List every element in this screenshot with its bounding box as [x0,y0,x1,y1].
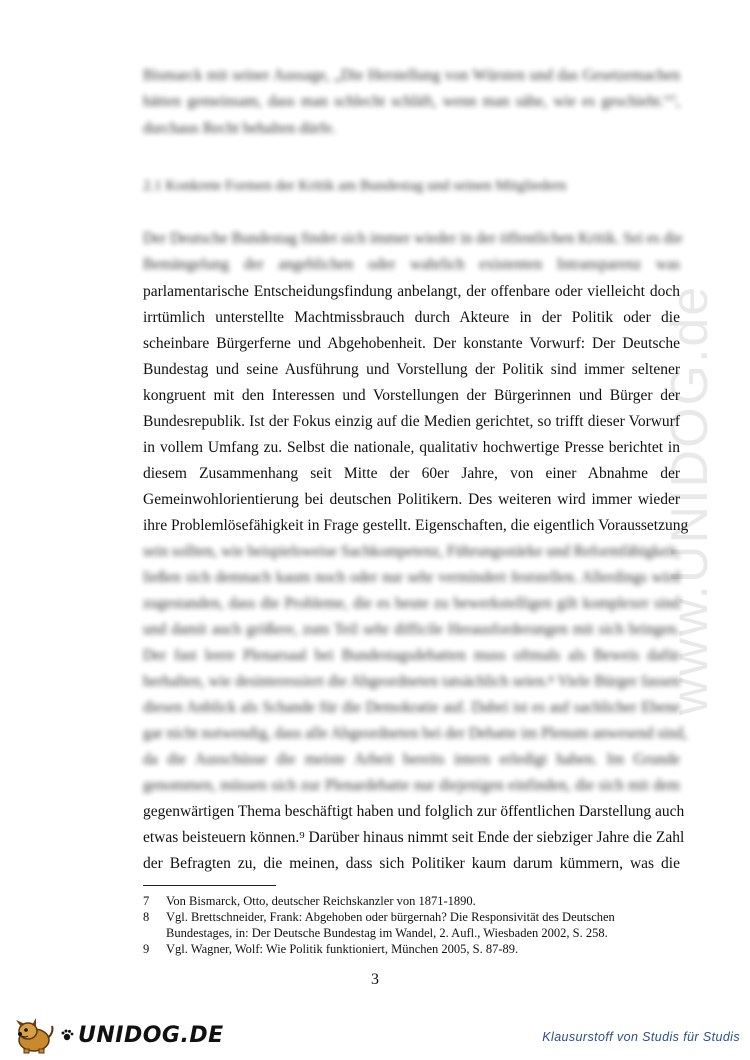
footnote-number: 8 [143,910,150,924]
footnote-text: Vgl. Wagner, Wolf: Wie Politik funktioniert, München 2005, S. 87-89. [166,942,519,956]
text-line: zugestanden, dass die Probleme, die es heute zu bewerkstelligen gilt komplexer sind [143,595,680,612]
site-tagline: Klausurstoff von Studis für Studis [542,1030,740,1044]
text-line: etwas beisteuern können.⁹ Darüber hinaus nimmt seit Ende der siebziger Jahre die Zahl [143,829,685,846]
text-line: diesem Zusammenhang seit Mitte der 60er Jahre, von einer Abnahme der [143,465,680,482]
section-heading: 2.1 Konkrete Formen der Kritik am Bundestag und seinen Mitgliedern [143,178,567,194]
text-line: ihre Problemlösefähigkeit in Frage gestellt. Eigenschaften, die eigentlich Voraussetzung [143,517,689,534]
page-number: 3 [371,971,379,988]
text-line: Der fast leere Plenarsaal bei Bundestagsdebatten muss oftmals als Beweis dafür [143,647,680,664]
text-line: scheinbare Bürgerferne und Abgehobenheit. Der konstante Vorwurf: Der Deutsche [143,335,680,352]
text-line: der Befragten zu, die meinen, dass sich Politiker kaum darum kümmern, was die [143,855,680,872]
footnote-number: 7 [143,894,150,908]
text-line: diesen Anblick als Schande für die Demokratie auf. Dabei ist es auf sachlicher Ebene [143,699,680,716]
text-line: kongruent mit den Interessen und Vorstellungen der Bürgerinnen und Bürger der [143,387,680,404]
footnote-divider [143,885,276,886]
logo-text: UNIDOG.DE [78,1022,224,1048]
text-line: gegenwärtigen Thema beschäftigt haben und folglich zur öffentlichen Darstellung auch [143,803,685,820]
text-line: Bundesrepublik. Ist der Fokus einzig auf die Medien gerichtet, so trifft dieser Vorwurf [143,413,680,430]
text-line: Bundestag und seine Ausführung und Vorstellung der Politik sind immer seltener [143,361,680,378]
text-line: irrtümlich unterstellte Machtmissbrauch durch Akteure in der Politik oder die [143,309,680,326]
unidog-logo[interactable] [12,1016,224,1054]
text-line: herhalten, wie desinteressiert die Abgeordneten tatsächlich seien.⁸ Viele Bürger fassen [143,673,680,690]
text-line: sein sollten, wie beispielsweise Sachkompetenz, Führungsstärke und Reformfähigkeit, [143,543,680,560]
site-watermark: www.UNIDOG.de [661,284,719,716]
text-line: hätten gemeinsam, dass man schlecht schläft, wenn man sähe, wie es geschieht.“⁷, [143,93,680,110]
paw-icon [60,1028,74,1042]
text-line: und damit auch größere, zum Teil sehr difficile Herausforderungen mit sich bringen. [143,621,680,638]
text-line: genommen, müssen sich zur Plenardebatte nur diejenigen einfinden, die sich mit dem [143,777,680,794]
footnote-number: 9 [143,942,150,956]
text-line: durchaus Recht behalten dürfe. [143,120,336,137]
footnote-text: Vgl. Brettschneider, Frank: Abgehoben oder bürgernah? Die Responsivität des Deutschen [166,910,615,924]
dog-mascot-icon [12,1016,56,1054]
text-line: Bismarck mit seiner Aussage, „Die Herstellung von Würsten und das Gesetzemachen [143,67,680,84]
text-line: Bemängelung der angeblichen oder wahrlich existenten Intransparenz was [143,256,680,273]
text-line: Der Deutsche Bundestag findet sich immer wieder in der öffentlichen Kritik. Sei es die [143,230,683,247]
text-line: in vollem Umfang zu. Selbst die nationale, qualitativ hochwertige Presse berichtet in [143,439,680,456]
text-line: parlamentarische Entscheidungsfindung anbelangt, der offenbare oder vielleicht doch [143,283,680,300]
text-line: ließen sich demnach kaum noch oder nur sehr vermindert feststellen. Allerdings wird [143,569,680,586]
text-line: gar nicht notwendig, dass alle Abgeordneten bei der Debatte im Plenum anwesend sind, [143,725,688,742]
text-line: da die Ausschüsse die meiste Arbeit bereits intern erledigt haben. Im Grunde [143,751,680,768]
text-line: Gemeinwohlorientierung bei deutschen Politikern. Des weiteren wird immer wieder [143,491,680,508]
footnote-text: Bundestages, in: Der Deutsche Bundestag im Wandel, 2. Aufl., Wiesbaden 2002, S. 258. [166,926,608,940]
footnote-text: Von Bismarck, Otto, deutscher Reichskanzler von 1871-1890. [166,894,476,908]
